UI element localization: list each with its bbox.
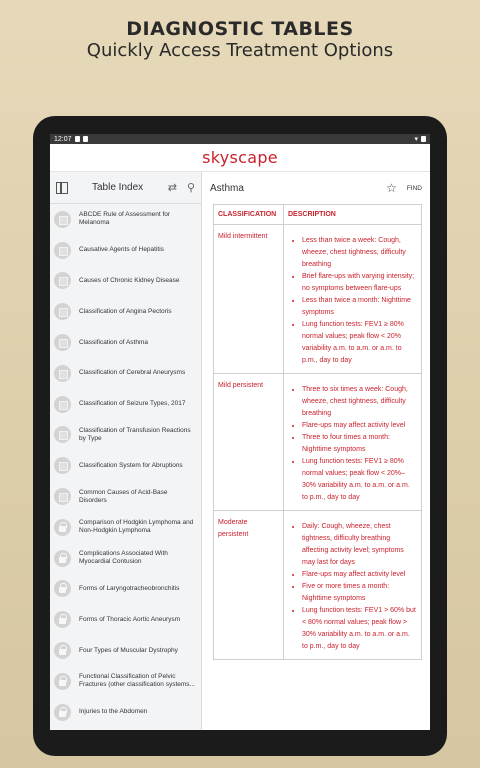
screen bbox=[50, 134, 430, 730]
asthma-table bbox=[213, 204, 422, 660]
list-item-label: Classification of Transfusion Reactions by Type bbox=[79, 426, 191, 442]
lock-icon bbox=[54, 704, 71, 721]
lock-icon bbox=[54, 550, 71, 567]
list-item[interactable] bbox=[50, 666, 201, 697]
description-bullet: • Five or more times a month: Nighttime symptoms bbox=[302, 581, 417, 605]
sidebar-header bbox=[50, 172, 201, 204]
description-bullet: • Flare-ups may affect activity level bbox=[302, 569, 417, 581]
table-icon bbox=[54, 334, 71, 351]
filter-icon[interactable]: ⇄ bbox=[167, 182, 177, 194]
list-item-label: Comparison of Hodgkin Lymphoma and Non-Hodgkin Lymphoma bbox=[79, 519, 194, 535]
main-header bbox=[202, 172, 430, 204]
table-row bbox=[214, 511, 422, 660]
description-bullet: • Daily: Cough, wheeze, chest tightness, difficulty breathing affecting activity level; symptoms may last for days bbox=[302, 521, 417, 569]
classification-cell: Mild intermittent bbox=[214, 225, 284, 374]
content-area bbox=[50, 172, 430, 730]
table-icon bbox=[54, 242, 71, 259]
list-item-label: Four Types of Muscular Dystrophy bbox=[79, 646, 178, 654]
list-item-label: Complications Associated With Myocardial Contusion bbox=[79, 550, 168, 566]
star-icon[interactable]: ☆ bbox=[386, 181, 397, 195]
list-item-label: ABCDE Rule of Assessment for Melanoma bbox=[79, 211, 171, 227]
description-list bbox=[288, 235, 417, 367]
brand-logo: skyscape bbox=[202, 148, 278, 167]
list-item[interactable] bbox=[50, 296, 201, 327]
table-icon bbox=[54, 365, 71, 382]
list-item[interactable] bbox=[50, 697, 201, 728]
list-item[interactable] bbox=[50, 389, 201, 420]
description-bullet: • Lung function tests: FEV1 ≥ 80% normal values; peak flow < 20% variability a.m. to a.m. or a.m. to p.m., day to day bbox=[302, 319, 417, 367]
list-item-label: Injuries to the Abdomen bbox=[79, 708, 148, 716]
list-item[interactable] bbox=[50, 327, 201, 358]
status-time: 12:07 bbox=[54, 135, 72, 143]
column-header-classification: CLASSIFICATION bbox=[214, 205, 284, 225]
tablet-frame bbox=[33, 116, 447, 756]
search-icon[interactable]: ⚲ bbox=[186, 182, 195, 194]
column-header-description: DESCRIPTION bbox=[284, 205, 422, 225]
description-list bbox=[288, 521, 417, 653]
list-item-label: Classification of Asthma bbox=[79, 338, 149, 346]
description-bullet: • Three to four times a month: Nighttime symptoms bbox=[302, 432, 417, 456]
list-item[interactable] bbox=[50, 512, 201, 543]
lock-icon bbox=[54, 519, 71, 536]
description-bullet: • Less than twice a week: Cough, wheeze, chest tightness, difficulty breathing bbox=[302, 235, 417, 271]
table-container bbox=[202, 204, 430, 730]
list-item-label: Causative Agents of Hepatitis bbox=[79, 246, 164, 254]
list-item[interactable] bbox=[50, 604, 201, 635]
table-icon bbox=[54, 457, 71, 474]
table-icon bbox=[54, 396, 71, 413]
sidebar-list bbox=[50, 204, 201, 730]
lock-icon bbox=[54, 611, 71, 628]
list-item[interactable] bbox=[50, 728, 201, 730]
battery-icon bbox=[421, 136, 426, 142]
list-item[interactable] bbox=[50, 204, 201, 235]
status-bar bbox=[50, 134, 430, 144]
list-item-label: Classification of Angina Pectoris bbox=[79, 307, 172, 315]
list-item[interactable] bbox=[50, 358, 201, 389]
table-header-row bbox=[214, 205, 422, 225]
classification-cell: Mild persistent bbox=[214, 374, 284, 511]
description-bullet: • Brief flare-ups with varying intensity; no symptoms between flare-ups bbox=[302, 271, 417, 295]
lock-icon bbox=[54, 642, 71, 659]
description-bullet: • Less than twice a month: Nighttime symptoms bbox=[302, 295, 417, 319]
list-item-label: Causes of Chronic Kidney Disease bbox=[79, 276, 180, 284]
table-icon bbox=[54, 211, 71, 228]
list-item[interactable] bbox=[50, 635, 201, 666]
lock-icon bbox=[54, 580, 71, 597]
main-panel bbox=[202, 172, 430, 730]
list-item[interactable] bbox=[50, 450, 201, 481]
sidebar-title: Table Index bbox=[92, 182, 144, 193]
list-item[interactable] bbox=[50, 266, 201, 297]
list-item-label: Functional Classification of Pelvic Fractures (other classification systems... bbox=[79, 673, 195, 689]
list-item-label: Forms of Thoracic Aortic Aneurysm bbox=[79, 615, 181, 623]
list-item-label: Classification System for Abruptions bbox=[79, 461, 183, 469]
table-icon bbox=[54, 303, 71, 320]
description-cell bbox=[284, 511, 422, 660]
list-item[interactable] bbox=[50, 420, 201, 451]
wifi-icon: ▾ bbox=[414, 136, 418, 143]
description-cell bbox=[284, 374, 422, 511]
list-item-label: Common Causes of Acid-Base Disorders bbox=[79, 488, 168, 504]
list-item[interactable] bbox=[50, 543, 201, 574]
table-icon bbox=[54, 272, 71, 289]
description-list bbox=[288, 384, 417, 504]
table-row bbox=[214, 374, 422, 511]
notification-icon bbox=[83, 136, 88, 142]
table-icon bbox=[54, 426, 71, 443]
list-item-label: Forms of Laryngotracheobronchitis bbox=[79, 584, 180, 592]
description-bullet: • Lung function tests: FEV1 ≥ 80% normal values; peak flow < 20%–30% variability a.m. to a.m. or a.m. to p.m., day to day bbox=[302, 456, 417, 504]
sd-card-icon bbox=[75, 136, 80, 142]
page-title: Asthma bbox=[210, 182, 244, 194]
table-body bbox=[214, 225, 422, 660]
list-item[interactable] bbox=[50, 574, 201, 605]
description-cell bbox=[284, 225, 422, 374]
description-bullet: • Flare-ups may affect activity level bbox=[302, 420, 417, 432]
list-item-label: Classification of Seizure Types, 2017 bbox=[79, 400, 186, 408]
table-icon bbox=[54, 488, 71, 505]
list-item[interactable] bbox=[50, 481, 201, 512]
description-bullet: • Lung function tests: FEV1 > 60% but < 80% normal values; peak flow > 30% variability a.m. to a.m. or a.m. to p.m., day to day bbox=[302, 605, 417, 653]
promo-title: DIAGNOSTIC TABLES bbox=[126, 18, 354, 40]
list-item-label: Classification of Cerebral Aneurysms bbox=[79, 369, 186, 377]
list-item[interactable] bbox=[50, 235, 201, 266]
sidebar bbox=[50, 172, 202, 730]
classification-cell: Moderate persistent bbox=[214, 511, 284, 660]
promo-subtitle: Quickly Access Treatment Options bbox=[86, 40, 394, 61]
app-header bbox=[50, 144, 430, 172]
table-row bbox=[214, 225, 422, 374]
toc-icon[interactable] bbox=[56, 182, 68, 194]
description-bullet: • Three to six times a week: Cough, wheeze, chest tightness, difficulty breathing bbox=[302, 384, 417, 420]
lock-icon bbox=[54, 673, 71, 690]
find-button[interactable]: FIND bbox=[406, 184, 422, 192]
